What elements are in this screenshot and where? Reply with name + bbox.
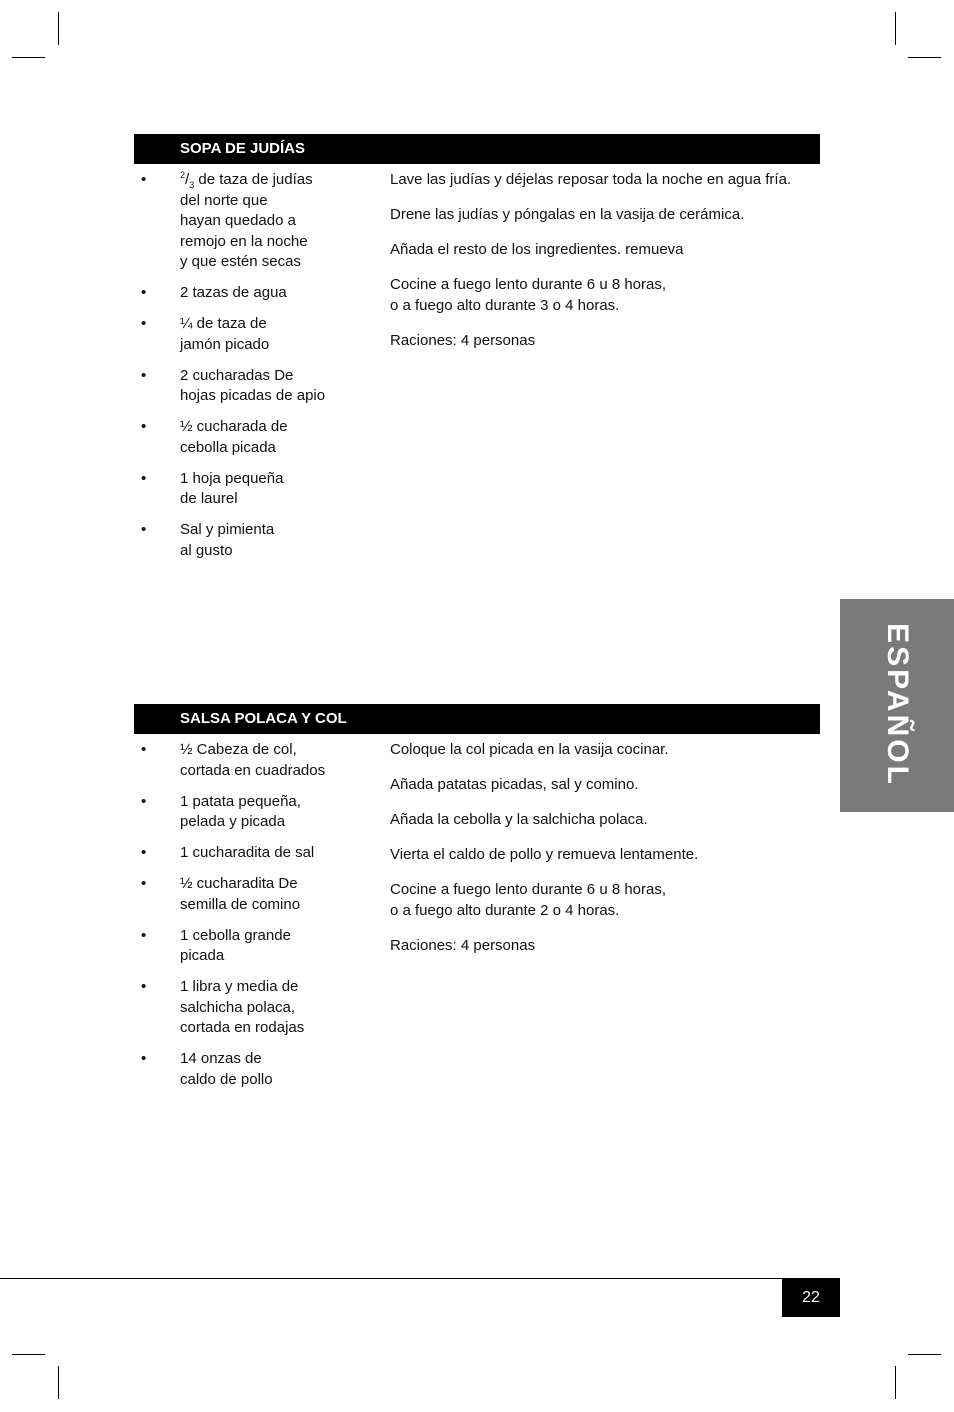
- language-tab: [840, 599, 954, 812]
- ingredient-text: cortada en rodajas: [180, 1019, 305, 1036]
- crop-mark: [908, 1354, 941, 1355]
- instruction-step: [390, 936, 820, 957]
- ingredient-text: cortada en cuadrados: [180, 761, 326, 779]
- ingredient-text: ¼ de taza de: [180, 315, 267, 332]
- footer-rule: [0, 1278, 840, 1279]
- ingredient-item: [134, 520, 374, 561]
- ingredient-text: Sal y pimienta: [180, 521, 275, 538]
- ingredient-text: jamón picado: [180, 335, 270, 353]
- ingredient-text: y que estén secas: [180, 253, 301, 270]
- ingredient-text: ½ Cabeza de col,: [180, 741, 297, 758]
- instruction-list: [390, 170, 820, 366]
- instruction-list: [390, 740, 820, 971]
- instruction-step: [390, 775, 820, 796]
- instruction-step: [390, 810, 820, 831]
- bullet-icon: •: [141, 1050, 147, 1067]
- instruction-step: [390, 275, 820, 316]
- ingredient-item: [134, 740, 374, 781]
- instruction-text: Drene las judías y póngalas en la vasija de cerámica.: [390, 206, 745, 223]
- ingredient-item: [134, 417, 374, 458]
- instruction-step: [390, 845, 820, 866]
- ingredient-text: 1 cebolla grande: [180, 926, 291, 944]
- bullet-icon: •: [141, 284, 147, 301]
- ingredient-text: salchicha polaca,: [180, 998, 296, 1016]
- instruction-step: [390, 205, 820, 226]
- ingredient-item: [134, 1049, 374, 1090]
- ingredient-text: al gusto: [180, 541, 233, 559]
- instruction-step: [390, 240, 820, 261]
- crop-mark: [12, 1354, 45, 1355]
- ingredient-text: semilla de comino: [180, 895, 301, 913]
- crop-mark: [58, 12, 59, 45]
- ingredient-text: 1 cucharadita de sal: [180, 844, 315, 861]
- ingredient-text: remojo en la noche: [180, 232, 308, 250]
- ingredient-item: [134, 314, 374, 355]
- crop-mark: [895, 12, 896, 45]
- instruction-step: [390, 331, 820, 352]
- ingredient-text: de laurel: [180, 490, 238, 507]
- instruction-text: o a fuego alto durante 3 o 4 horas.: [390, 296, 620, 314]
- ingredient-list: [134, 740, 374, 1101]
- ingredient-text: 1 patata pequeña,: [180, 792, 301, 810]
- recipe-sopa-de-judias: [134, 134, 820, 559]
- ingredient-text: hayan quedado a: [180, 212, 296, 229]
- recipe-title: SOPA DE JUDÍAS: [134, 134, 820, 164]
- ingredient-text: pelada y picada: [180, 813, 286, 830]
- instruction-text: Vierta el caldo de pollo y remueva lentamente.: [390, 846, 699, 863]
- bullet-icon: •: [141, 171, 147, 188]
- ingredient-item: [134, 926, 374, 967]
- crop-mark: [908, 57, 941, 58]
- language-tab-label: ESPAÑOL: [881, 623, 914, 787]
- instruction-text: Cocine a fuego lento durante 6 u 8 horas,: [390, 276, 667, 293]
- instruction-text: Añada el resto de los ingredientes. remueva: [390, 241, 684, 258]
- instruction-step: [390, 170, 820, 191]
- bullet-icon: •: [141, 978, 147, 995]
- instruction-text: Cocine a fuego lento durante 6 u 8 horas,: [390, 881, 667, 898]
- recipe-title: SALSA POLACA Y COL: [134, 704, 820, 734]
- crop-mark: [12, 57, 45, 58]
- bullet-icon: •: [141, 521, 147, 538]
- ingredient-text: 14 onzas de: [180, 1050, 262, 1067]
- ingredient-item: [134, 283, 374, 304]
- instruction-step: [390, 740, 820, 761]
- ingredient-text: ½ cucharada de: [180, 418, 288, 435]
- ingredient-text: 2 cucharadas De: [180, 366, 294, 384]
- bullet-icon: •: [141, 844, 147, 861]
- instruction-text: Raciones: 4 personas: [390, 936, 536, 954]
- ingredient-list: [134, 170, 374, 572]
- ingredient-item: [134, 843, 374, 864]
- instruction-text: Añada patatas picadas, sal y comino.: [390, 776, 639, 793]
- ingredient-text: hojas picadas de apio: [180, 387, 326, 404]
- fraction-denominator: 3: [189, 180, 195, 190]
- ingredient-item: [134, 469, 374, 510]
- ingredient-text: del norte que: [180, 191, 268, 209]
- ingredient-text: caldo de pollo: [180, 1070, 273, 1088]
- ingredient-item: [134, 366, 374, 407]
- instruction-text: Coloque la col picada en la vasija cocinar.: [390, 741, 669, 758]
- ingredient-text: ½ cucharadita De: [180, 875, 298, 892]
- crop-mark: [895, 1366, 896, 1399]
- bullet-icon: •: [141, 926, 147, 944]
- fraction-slash: /: [185, 171, 190, 188]
- instruction-text: o a fuego alto durante 2 o 4 horas.: [390, 901, 620, 919]
- bullet-icon: •: [141, 741, 147, 758]
- instruction-step: [390, 880, 820, 921]
- ingredient-item: [134, 977, 374, 1039]
- bullet-icon: •: [141, 875, 147, 892]
- ingredient-item: [134, 170, 374, 273]
- ingredient-text-part: de taza de judías: [198, 171, 313, 188]
- bullet-icon: •: [141, 418, 147, 435]
- recipe-salsa-polaca-y-col: [134, 704, 820, 1088]
- bullet-icon: •: [141, 315, 147, 332]
- ingredient-text: cebolla picada: [180, 438, 276, 456]
- ingredient-item: [134, 874, 374, 915]
- ingredient-text: [180, 170, 374, 191]
- bullet-icon: •: [141, 469, 147, 487]
- bullet-icon: •: [141, 366, 147, 384]
- ingredient-text: 2 tazas de agua: [180, 284, 287, 301]
- instruction-text: Lave las judías y déjelas reposar toda la noche en agua fría.: [390, 171, 792, 188]
- ingredient-text: 1 hoja pequeña: [180, 469, 284, 487]
- instruction-text: Raciones: 4 personas: [390, 331, 536, 349]
- ingredient-text: 1 libra y media de: [180, 978, 299, 995]
- ingredient-text: picada: [180, 947, 225, 964]
- page-number: 22: [782, 1278, 840, 1317]
- fraction-numerator: 2: [180, 170, 186, 180]
- ingredient-item: [134, 792, 374, 833]
- bullet-icon: •: [141, 792, 147, 810]
- instruction-text: Añada la cebolla y la salchicha polaca.: [390, 811, 648, 828]
- crop-mark: [58, 1366, 59, 1399]
